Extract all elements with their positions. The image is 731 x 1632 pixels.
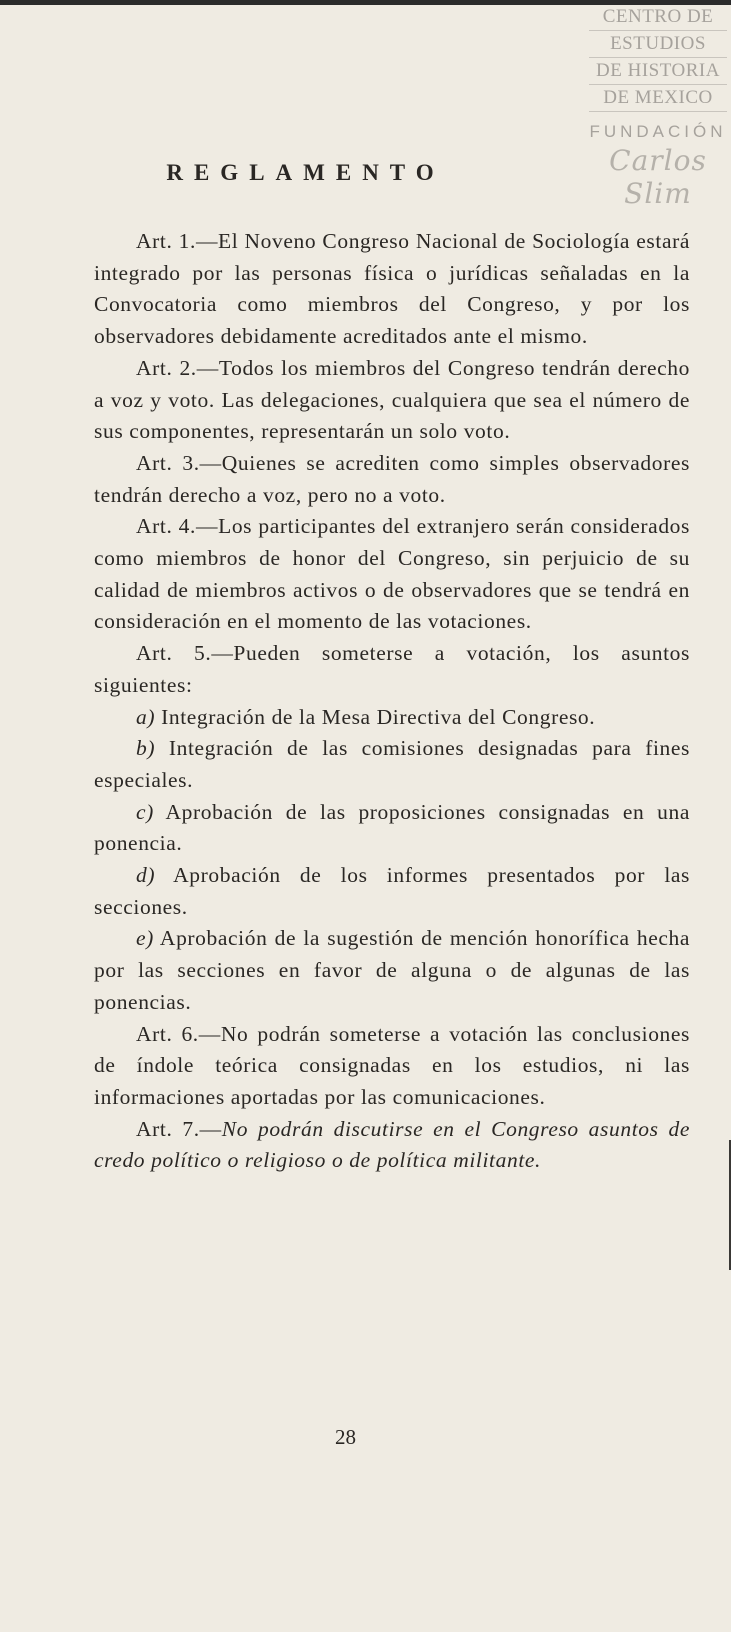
item-e-label: e) <box>136 926 154 951</box>
article-7-text: No podrán discutirse en el Congreso asuntos de credo político o religioso o de política militante. <box>94 1116 690 1173</box>
stamp-signature: Carlos Slim <box>609 144 707 210</box>
page-title-block <box>0 160 731 186</box>
page-title: REGLAMENTO <box>166 160 445 185</box>
stamp-fundacion: FUNDACIÓN <box>589 122 727 141</box>
stamp-line-1: CENTRO DE <box>589 4 727 31</box>
item-e-text: Aprobación de la sugestión de mención honorífica hecha por las secciones en favor de alguna o de algunas de las ponencias. <box>94 926 690 1014</box>
item-d-text: Aprobación de los informes presentados por las secciones. <box>94 863 690 919</box>
article-2: Art. 2.—Todos los miembros del Congreso tendrán derecho a voz y voto. Las delegaciones, cualquiera que sea el número de sus componentes, representarán un solo voto. <box>94 355 690 444</box>
article-5-item-e <box>94 923 690 1018</box>
item-b-label: b) <box>136 736 156 761</box>
item-d-label: d) <box>136 863 156 888</box>
article-5-item-d <box>94 860 690 923</box>
reglamento-body <box>94 226 690 1177</box>
article-7-lead: Art. 7.— <box>136 1116 222 1141</box>
stamp-line-2: ESTUDIOS <box>589 31 727 58</box>
item-b-text: Integración de las comisiones designadas para fines especiales. <box>94 736 690 792</box>
stamp-line-3: DE HISTORIA <box>589 58 727 85</box>
item-a-text: Integración de la Mesa Directiva del Congreso. <box>155 704 596 729</box>
article-5-item-a <box>94 702 690 734</box>
article-4: Art. 4.—Los participantes del extranjero serán considerados como miembros de honor del Congreso, sin perjuicio de su calidad de miembros activos o de observadores que se tendrá en consideración en el momento de las votaciones. <box>94 514 690 634</box>
article-1: Art. 1.—El Noveno Congreso Nacional de Sociología estará integrado por las personas física o jurídicas señaladas en la Convocatoria como miembros del Congreso, y por los observadores debidamente acreditados ante el mismo. <box>94 229 690 349</box>
article-7 <box>94 1114 690 1177</box>
article-5: Art. 5.—Pueden someterse a votación, los asuntos siguientes: <box>94 641 690 697</box>
page-number: 28 <box>335 1425 356 1449</box>
item-c-label: c) <box>136 799 154 824</box>
stamp-line-4: DE MEXICO <box>589 85 727 112</box>
item-c-text: Aprobación de las proposiciones consignadas en una ponencia. <box>94 799 690 856</box>
article-3: Art. 3.—Quienes se acrediten como simples observadores tendrán derecho a voz, pero no a voto. <box>94 450 690 507</box>
article-6: Art. 6.—No podrán someterse a votación las conclusiones de índole teórica consignadas en los estudios, ni las informaciones aportadas por las comunicaciones. <box>94 1021 690 1109</box>
article-5-item-b <box>94 733 690 796</box>
article-5-item-c <box>94 797 690 860</box>
item-a-label: a) <box>136 704 156 729</box>
